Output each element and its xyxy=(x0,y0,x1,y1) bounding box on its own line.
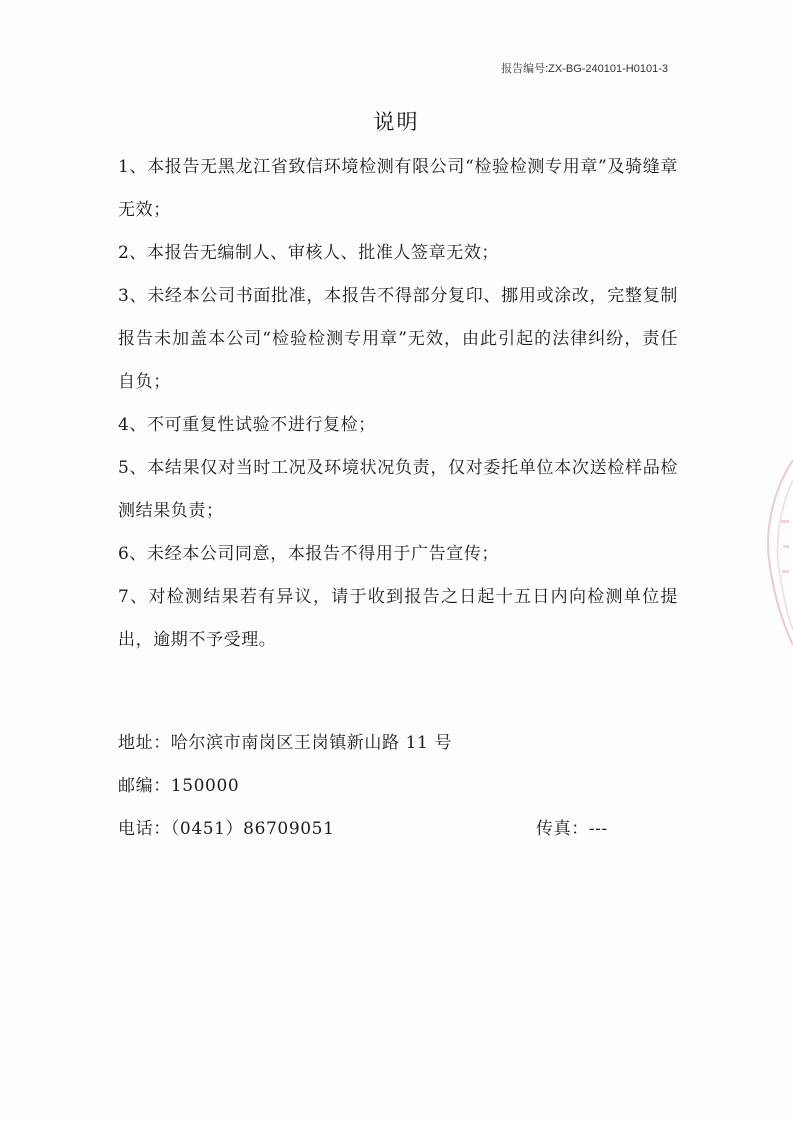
phone-fax-line xyxy=(118,808,678,851)
note-item-2: 2、本报告无编制人、审核人、批准人签章无效； xyxy=(118,243,500,263)
address-line xyxy=(118,722,678,765)
note-item-7: 7、对检测结果若有异议，请于收到报告之日起十五日内向检测单位提出，逾期不予受理。 xyxy=(118,587,678,650)
fax-text: 传真：--- xyxy=(536,819,608,839)
postcode-line xyxy=(118,765,678,808)
note-item-6: 6、未经本公司同意，本报告不得用于广告宣传； xyxy=(118,544,500,564)
contact-block xyxy=(118,722,678,851)
notes-list xyxy=(118,146,678,662)
seam-stamp-edge xyxy=(753,450,793,650)
report-number: 报告编号:ZX-BG-240101-H0101-3 xyxy=(501,63,668,75)
page-title: 说明 xyxy=(373,110,420,134)
address-text: 地址：哈尔滨市南岗区王岗镇新山路 11 号 xyxy=(118,733,453,753)
note-item-1: 1、本报告无黑龙江省致信环境检测有限公司“检验检测专用章”及骑缝章无效； xyxy=(118,157,678,220)
note-item-4: 4、不可重复性试验不进行复检； xyxy=(118,415,376,435)
note-item-5: 5、本结果仅对当时工况及环境状况负责，仅对委托单位本次送检样品检测结果负责； xyxy=(118,458,678,521)
note-item-3: 3、未经本公司书面批准，本报告不得部分复印、挪用或涂改，完整复制报告未加盖本公司“检验检测专用章”无效，由此引起的法律纠纷，责任自负； xyxy=(118,286,678,392)
postcode-text: 邮编：150000 xyxy=(118,776,240,796)
phone-text: 电话：（0451）86709051 xyxy=(118,819,335,839)
